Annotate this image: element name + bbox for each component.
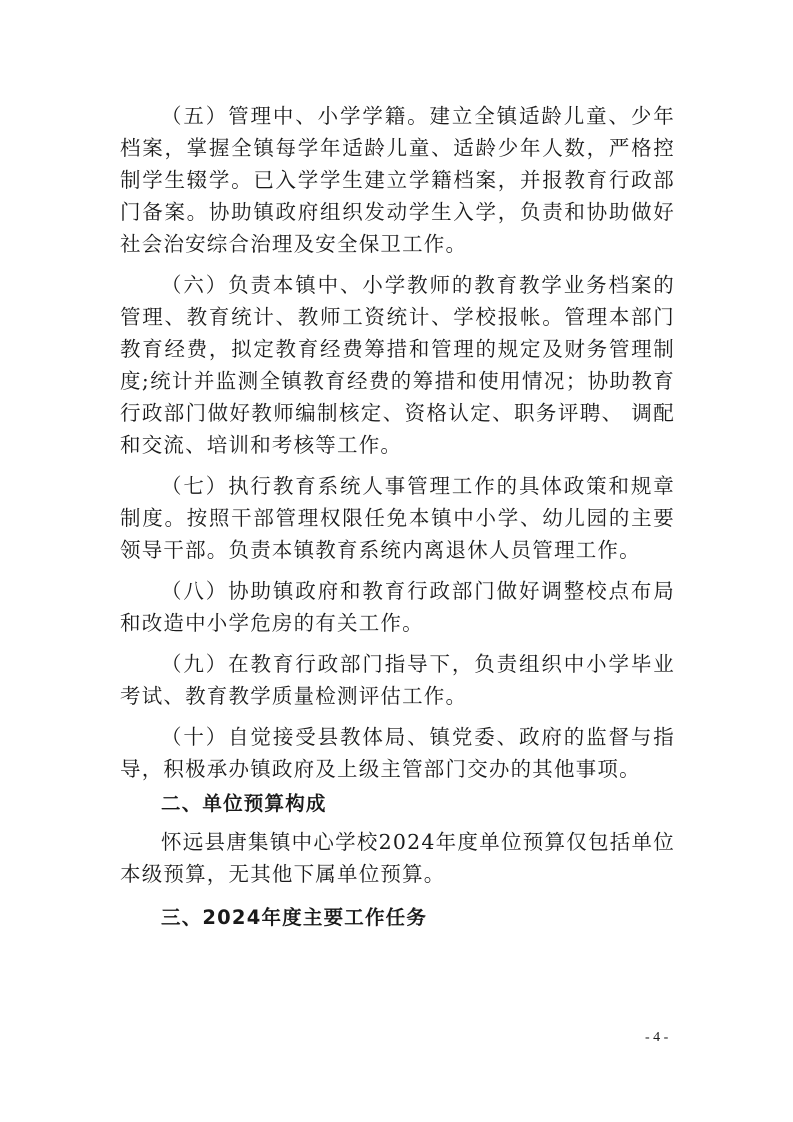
paragraph-item-7: （七）执行教育系统人事管理工作的具体政策和规章制度。按照干部管理权限任免本镇中小学、幼儿园的主要领导干部。负责本镇教育系统内离退休人员管理工作。 [120, 474, 675, 562]
paragraph-item-6: （六）负责本镇中、小学教师的教育教学业务档案的管理、教育统计、教师工资统计、学校报帐。管理本部门教育经费，拟定教育经费筹措和管理的规定及财务管理制度;统计并监测全镇教育经费的筹措和使用情况；协助教育行政部门做好教师编制核定、资格认定、职务评聘、 调配和交流、培训和考核等工作。 [120, 273, 675, 457]
paragraph-item-5: （五）管理中、小学学籍。建立全镇适龄儿童、少年档案，掌握全镇每学年适龄儿童、适龄少年人数，严格控制学生辍学。已入学学生建立学籍档案，并报教育行政部门备案。协助镇政府组织发动学生入学，负责和协助做好社会治安综合治理及安全保卫工作。 [120, 104, 675, 256]
paragraph-budget-structure: 怀远县唐集镇中心学校2024年度单位预算仅包括单位本级预算，无其他下属单位预算。 [120, 830, 675, 886]
paragraph-item-8: （八）协助镇政府和教育行政部门做好调整校点布局和改造中小学危房的有关工作。 [120, 579, 675, 635]
paragraph-item-9: （九）在教育行政部门指导下，负责组织中小学毕业考试、教育教学质量检测评估工作。 [120, 652, 675, 708]
section-heading-main-tasks: 三、2024年度主要工作任务 [161, 906, 428, 929]
section-heading-budget-structure: 二、单位预算构成 [161, 792, 327, 815]
paragraph-item-10: （十）自觉接受县教体局、镇党委、政府的监督与指导，积极承办镇政府及上级主管部门交办的其他事项。 [120, 725, 675, 781]
document-body [120, 100, 675, 934]
page-number: - 4 - [645, 1030, 669, 1045]
